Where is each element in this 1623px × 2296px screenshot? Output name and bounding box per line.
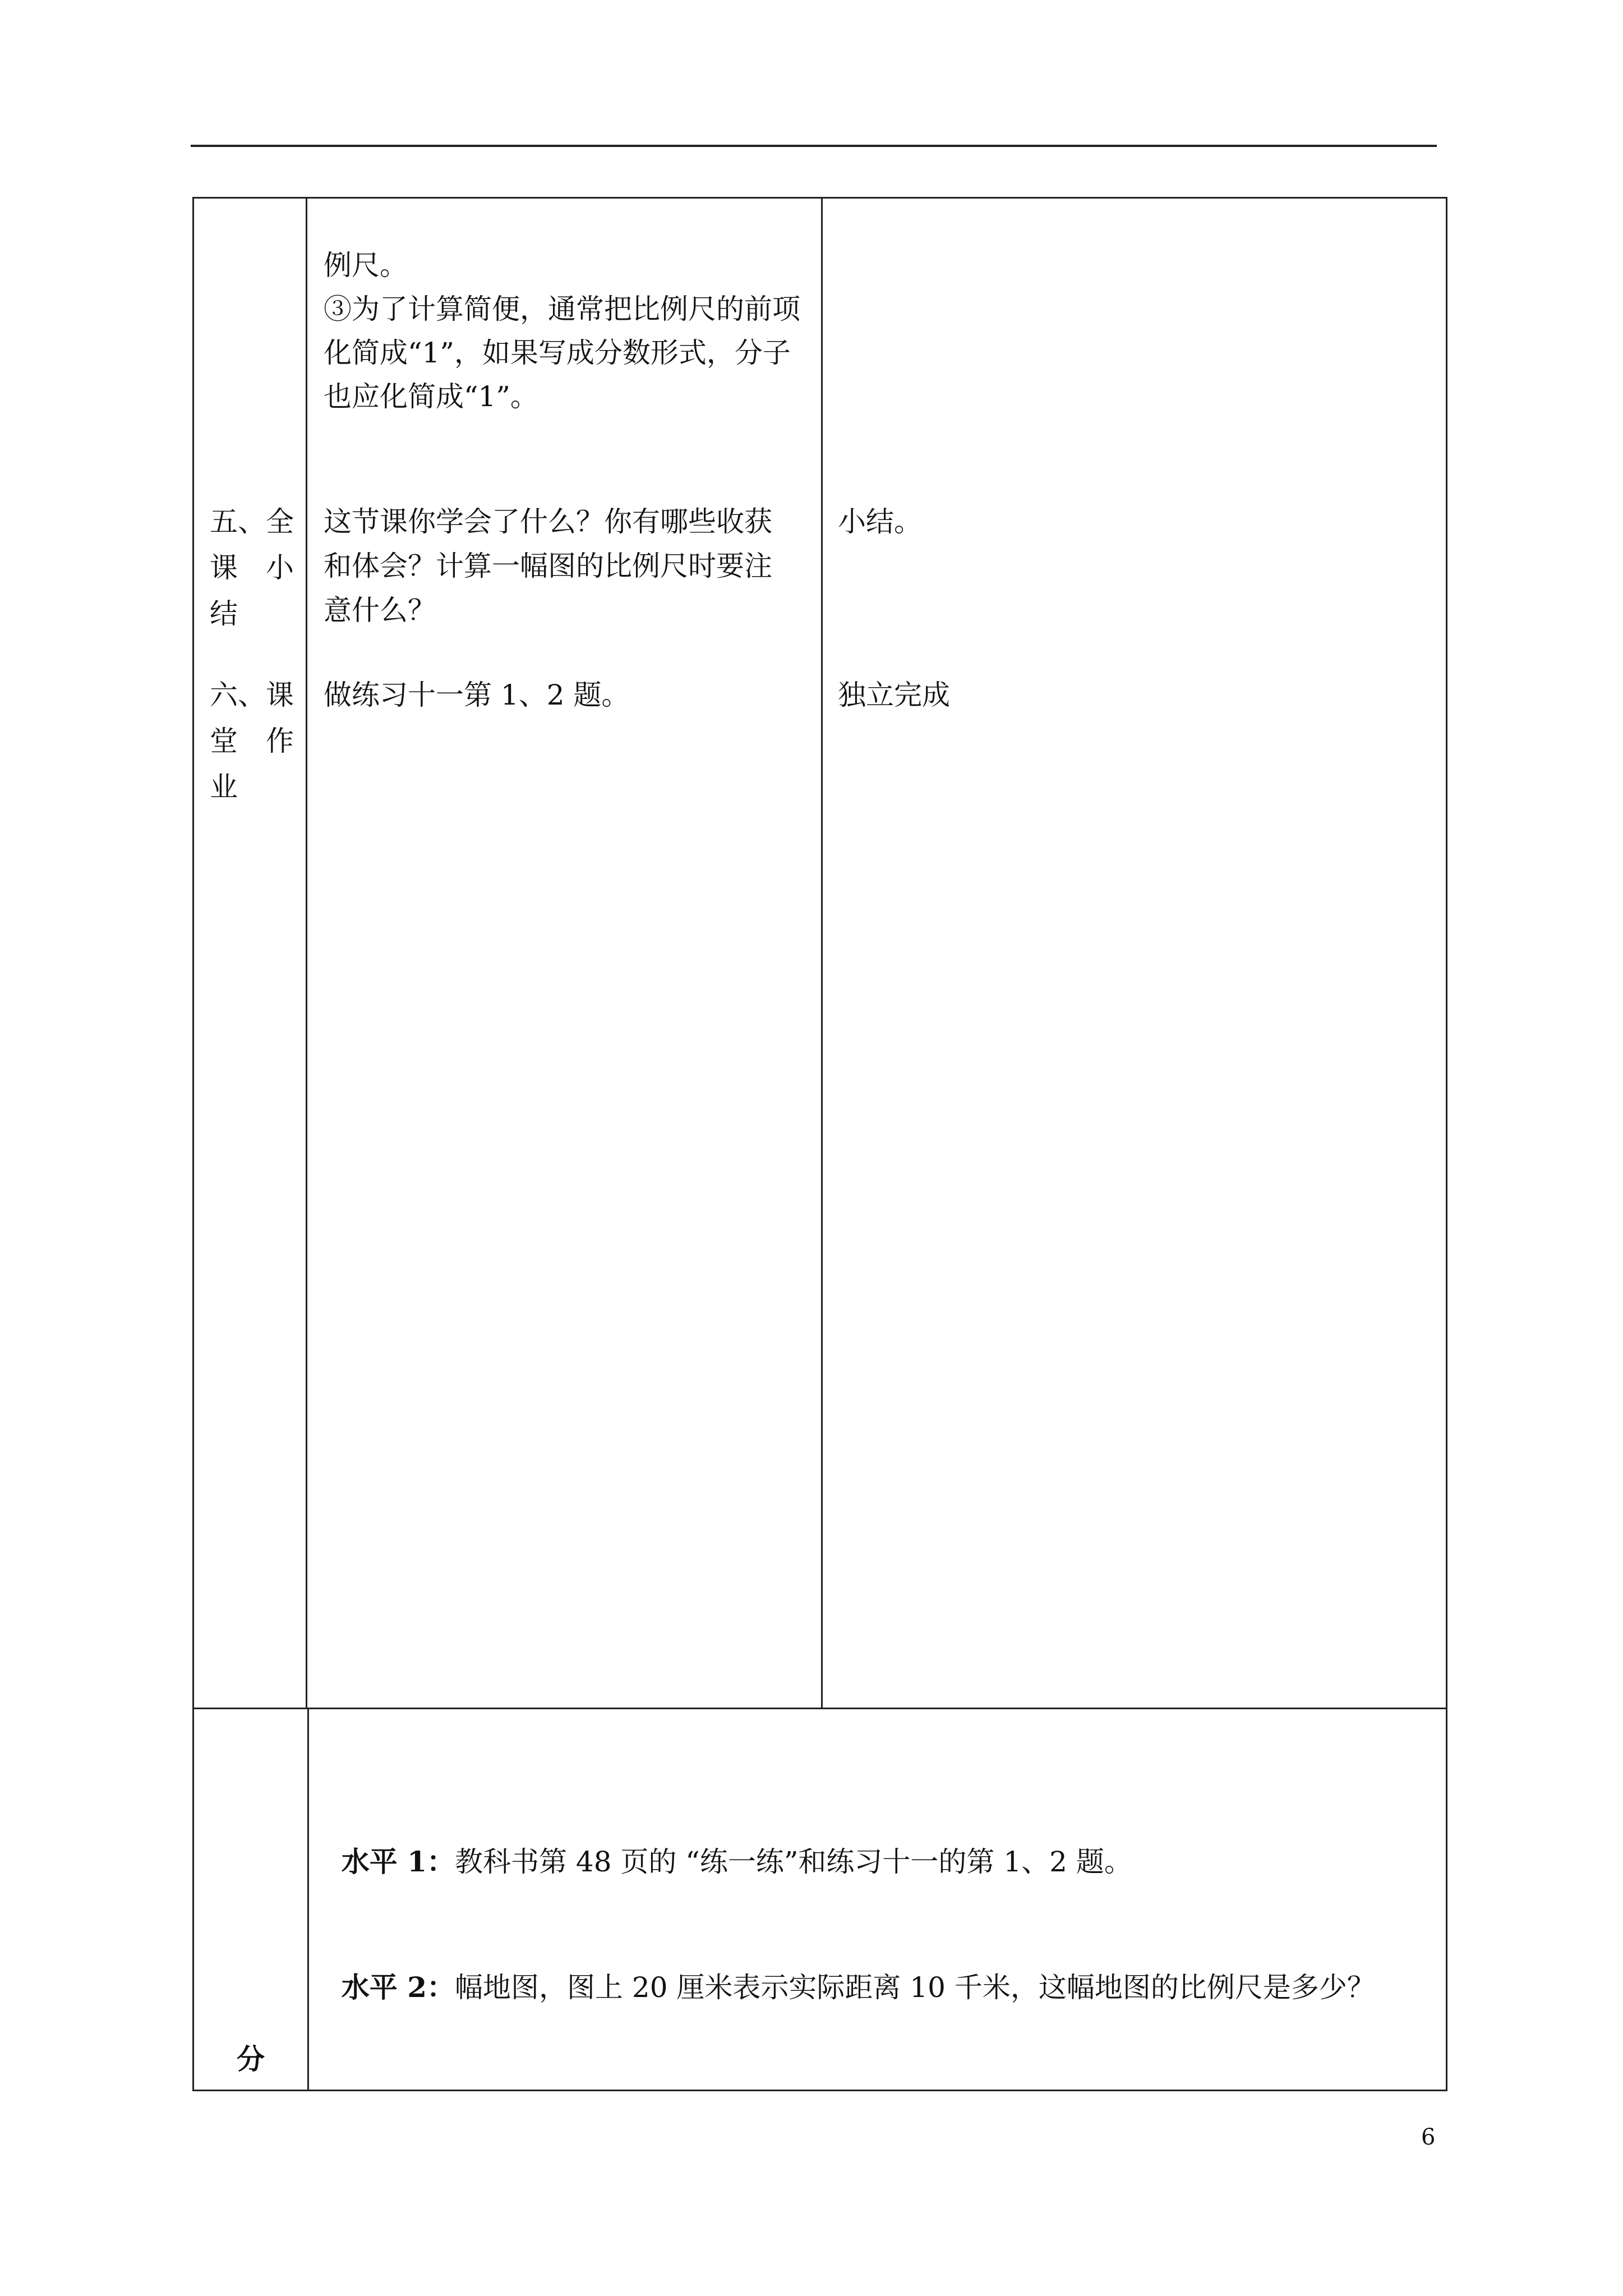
continued-line-1: 例尺。 <box>324 249 408 282</box>
homework-col-divider <box>307 1708 309 2091</box>
stage5-label <box>210 499 294 637</box>
continued-line-2: ③为了计算简便，通常把比例尺的前项 <box>324 293 800 325</box>
stage6-student: 独立完成 <box>838 679 950 711</box>
procedure-col-divider-2 <box>821 197 823 1709</box>
level1-text: 教科书第 48 页的 “练一练”和练习十一的第 1、2 题。 <box>455 1846 1132 1878</box>
continued-line-3: 化简成“1”，如果写成分数形式，分子 <box>324 337 791 369</box>
stage5-label-r1a: 五、 <box>210 505 266 538</box>
procedure-table <box>192 197 1447 1709</box>
procedure-col-divider-1 <box>306 197 307 1709</box>
homework-level2 <box>324 1918 1375 2010</box>
stage5-label-r1b: 全 <box>266 505 294 538</box>
stage6-label <box>210 672 294 810</box>
level2-label: 水平 2： <box>341 1971 455 2004</box>
header-rule <box>191 145 1437 147</box>
stage6-label-r2a: 堂 <box>210 725 238 757</box>
stage6-teacher: 做练习十一第 1、2 题。 <box>324 679 630 711</box>
level1-label: 水平 1： <box>341 1845 455 1878</box>
page-number: 6 <box>1421 2124 1436 2150</box>
homework-side-label: 分 <box>237 2042 265 2076</box>
stage5-teacher-line-1: 这节课你学会了什么？你有哪些收获 <box>324 505 772 538</box>
stage6-label-r3a: 业 <box>210 771 238 803</box>
stage5-label-r3a: 结 <box>210 597 238 630</box>
level2-text: 幅地图，图上 20 厘米表示实际距离 10 千米，这幅地图的比例尺是多少？ <box>455 1971 1375 2004</box>
homework-level1 <box>324 1793 1132 1885</box>
stage6-label-r2b: 作 <box>266 725 294 757</box>
continued-line-4: 也应化简成“1”。 <box>324 380 538 413</box>
stage5-label-r2a: 课 <box>210 551 238 584</box>
stage5-teacher-line-2: 和体会？计算一幅图的比例尺时要注 <box>324 550 772 582</box>
stage5-teacher-line-3: 意什么？ <box>324 594 436 627</box>
stage6-label-r1b: 课 <box>266 679 294 711</box>
homework-table <box>192 1708 1447 2091</box>
stage5-label-r2b: 小 <box>266 551 294 584</box>
stage5-student: 小结。 <box>838 505 922 538</box>
stage6-label-r1a: 六、 <box>210 679 266 711</box>
